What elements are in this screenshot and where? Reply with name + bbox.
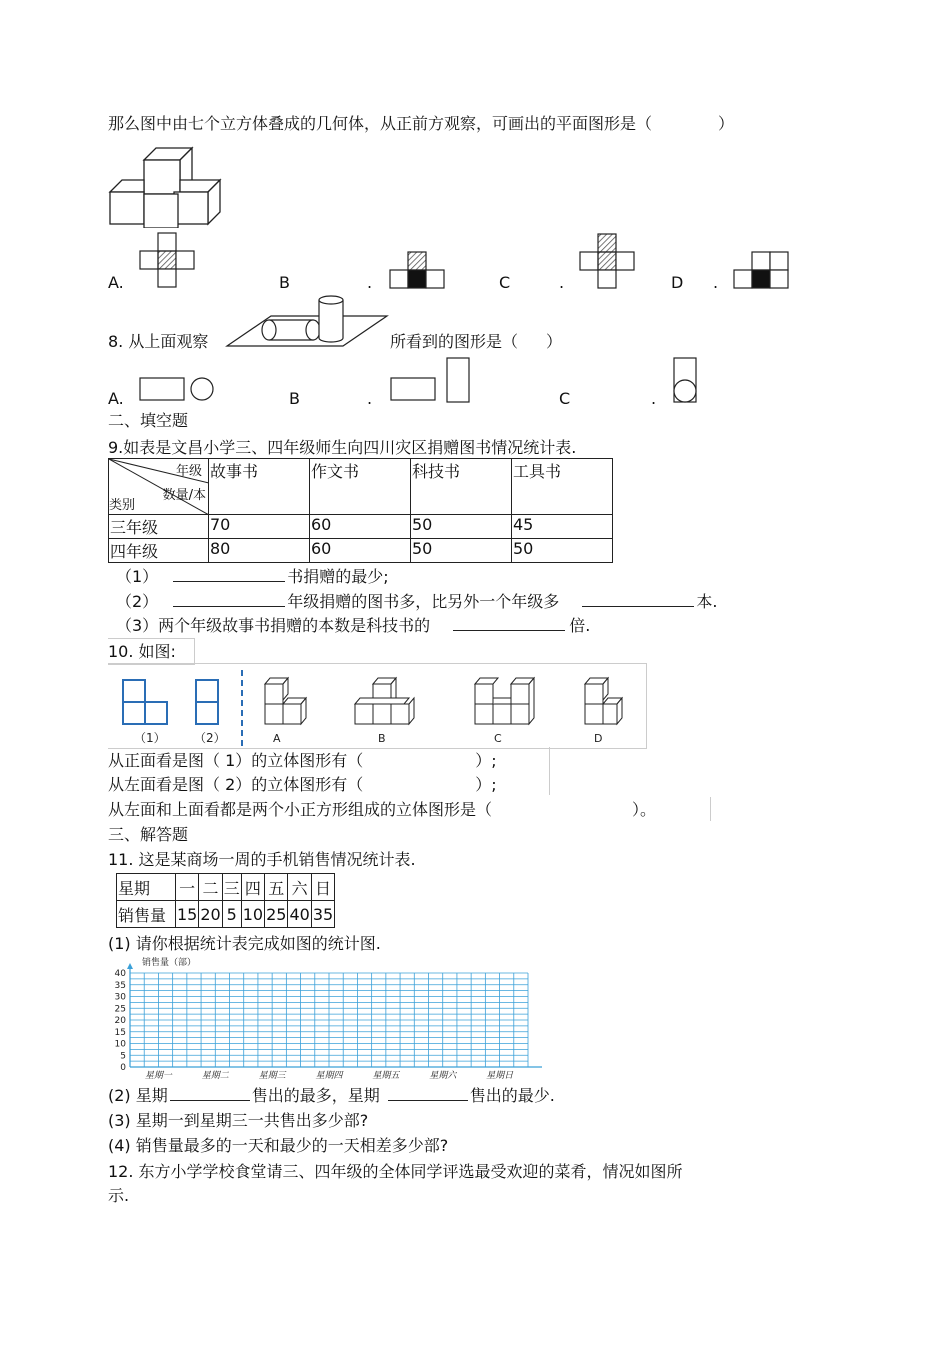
- q9-sub3-blank[interactable]: [453, 616, 565, 631]
- chart-grid: [130, 973, 528, 1067]
- q9-diag-bottom: 类别: [109, 498, 136, 513]
- q11-day-cell: 三: [222, 874, 241, 901]
- q9-row-label: 三年级: [109, 515, 209, 539]
- q9-cell: 70: [209, 515, 310, 539]
- q11-day-cell: 五: [265, 874, 288, 901]
- q9-table: [108, 458, 613, 563]
- chart-y-tick-label: 20: [114, 1016, 126, 1026]
- q11-row-label: 销售量: [117, 901, 176, 928]
- section-2-heading: 二、填空题: [108, 411, 189, 430]
- q11-header-label: 星期: [117, 874, 176, 901]
- q10-blank-2[interactable]: [363, 776, 475, 790]
- chart-y-tick-label: 10: [114, 1039, 126, 1050]
- q7-option-a-figure: [139, 232, 197, 288]
- q9-diag-top: 年级: [175, 464, 202, 479]
- q9-header-cell: 故事书: [209, 459, 310, 515]
- q9-sub1: （1） 书捐赠的最少;: [116, 567, 389, 586]
- q11-sub2-blank-2[interactable]: [388, 1086, 468, 1101]
- chart-x-tick-label: 星期三: [258, 1071, 286, 1081]
- q8-stem-pre: 8. 从上面观察: [108, 332, 209, 351]
- q11-sales-cell: 10: [241, 901, 264, 928]
- chart-x-tick-label: 星期一: [144, 1071, 172, 1081]
- q10-label-c: C: [494, 732, 502, 745]
- chart-y-axis-arrow: [127, 963, 133, 969]
- q7-option-c-dot: .: [559, 273, 565, 292]
- table-row: [117, 901, 335, 928]
- q9-sub1-blank[interactable]: [173, 567, 285, 582]
- q7-option-b-dot: .: [367, 273, 373, 292]
- q10-blank-1[interactable]: [363, 752, 475, 766]
- chart-x-tick-label: 星期六: [429, 1071, 457, 1081]
- q11-sales-cell: 40: [288, 901, 311, 928]
- chart-y-tick-label: 0: [120, 1063, 126, 1073]
- q7-stem: 那么图中由七个立方体叠成的几何体，从正前方观察，可画出的平面图形是（ ）: [108, 114, 735, 133]
- chart-y-axis-label: 销售量（部）: [142, 958, 197, 968]
- q7-option-d-label[interactable]: D: [671, 273, 684, 292]
- q9-stem: 9.如表是文昌小学三、四年级师生向四川灾区捐赠图书情况统计表.: [108, 438, 577, 457]
- q11-stem: 11. 这是某商场一周的手机销售情况统计表.: [108, 850, 416, 869]
- q10-label-d: D: [594, 732, 603, 745]
- q8-option-a-figure: [138, 376, 218, 402]
- q12-line2: 示.: [108, 1186, 130, 1205]
- q11-sales-cell: 25: [265, 901, 288, 928]
- q10-divider-2: [710, 797, 711, 821]
- q7-option-d-figure: [733, 251, 789, 289]
- q11-day-cell: 四: [241, 874, 264, 901]
- q10-line3: 从左面和上面看都是两个小正方形组成的立体图形是（ ）。: [108, 800, 657, 819]
- chart-x-tick-label: 星期日: [486, 1071, 514, 1081]
- q8-stem-post: 所看到的图形是（ ）: [390, 332, 563, 351]
- q9-sub2-blank-2[interactable]: [582, 592, 694, 607]
- q8-option-c-label[interactable]: C: [559, 389, 571, 408]
- chart-x-tick-label: 星期五: [372, 1071, 400, 1081]
- q9-sub3: （3）两个年级故事书捐赠的本数是科技书的 倍.: [116, 616, 591, 635]
- q11-sales-cell: 35: [311, 901, 334, 928]
- q11-sub4: (4) 销售量最多的一天和最少的一天相差多少部?: [108, 1136, 449, 1155]
- q10-blank-3[interactable]: [492, 801, 632, 815]
- q9-diag-mid: 数量/本: [162, 488, 206, 503]
- q7-option-d-dot: .: [713, 273, 719, 292]
- table-row: [109, 515, 613, 539]
- q9-diagonal-header-cell: [109, 459, 209, 515]
- q11-day-cell: 二: [199, 874, 222, 901]
- q11-sub2-blank-1[interactable]: [170, 1086, 250, 1101]
- q8-cylinders-figure: [225, 294, 391, 350]
- section-3-heading: 三、解答题: [108, 825, 189, 844]
- q9-cell: 50: [411, 515, 512, 539]
- chart-y-tick-label: 35: [114, 980, 126, 991]
- q9-row-label: 四年级: [109, 539, 209, 563]
- q9-cell: 80: [209, 539, 310, 563]
- table-row: [109, 539, 613, 563]
- q7-option-b-figure: [389, 251, 445, 289]
- q10-divider: [549, 747, 550, 795]
- q10-stem: 10. 如图:: [108, 642, 176, 661]
- chart-x-tick-labels: [145, 1070, 514, 1081]
- q9-header-cell: 工具书: [512, 459, 613, 515]
- q11-table: [116, 873, 335, 928]
- q9-header-cell: 作文书: [310, 459, 411, 515]
- q11-sales-chart: [108, 955, 548, 1083]
- q9-table-header-row: [109, 459, 613, 515]
- q12-line1: 12. 东方小学学校食堂请三、四年级的全体同学评选最受欢迎的菜肴，情况如图所: [108, 1162, 683, 1181]
- chart-y-tick-label: 40: [114, 969, 126, 979]
- q11-day-cell: 六: [288, 874, 311, 901]
- q9-cell: 60: [310, 539, 411, 563]
- q11-sub1: (1) 请你根据统计表完成如图的统计图.: [108, 934, 381, 953]
- q11-sales-cell: 20: [199, 901, 222, 928]
- q11-day-cell: 一: [176, 874, 199, 901]
- chart-y-tick-label: 30: [114, 992, 126, 1003]
- q9-cell: 50: [411, 539, 512, 563]
- chart-x-tick-label: 星期四: [315, 1071, 343, 1081]
- chart-y-tick-label: 15: [114, 1027, 126, 1038]
- q11-sub2: (2) 星期 售出的最多，星期 售出的最少.: [108, 1086, 555, 1105]
- q9-cell: 45: [512, 515, 613, 539]
- q11-sales-cell: 15: [176, 901, 199, 928]
- q7-cube-stack-figure: [108, 136, 226, 228]
- q7-option-c-label[interactable]: C: [499, 273, 511, 292]
- q8-option-b-figure: [389, 356, 473, 406]
- q8-option-c-figure: [672, 356, 698, 406]
- q11-sub3: (3) 星期一到星期三一共售出多少部?: [108, 1111, 369, 1130]
- q8-option-a-label[interactable]: A.: [108, 389, 124, 408]
- q7-option-a-label[interactable]: A.: [108, 273, 124, 292]
- q9-cell: 50: [512, 539, 613, 563]
- q10-label-a: A: [273, 732, 281, 745]
- chart-x-tick-label: 星期二: [201, 1071, 229, 1081]
- q10-label-b: B: [378, 732, 386, 745]
- q8-option-c-dot: .: [651, 389, 657, 408]
- q9-cell: 60: [310, 515, 411, 539]
- q10-label-1: （1）: [134, 731, 166, 745]
- q11-day-cell: 日: [311, 874, 334, 901]
- q10-line1: 从正面看是图（ 1）的立体图形有（ ）;: [108, 751, 497, 770]
- q10-line2: 从左面看是图（ 2）的立体图形有（ ）;: [108, 775, 497, 794]
- q8-option-b-dot: .: [367, 389, 373, 408]
- q7-option-b-label[interactable]: B: [279, 273, 290, 292]
- q10-figure: [110, 666, 644, 746]
- chart-y-tick-label: 5: [120, 1051, 126, 1062]
- q9-sub2-blank-1[interactable]: [173, 592, 285, 607]
- chart-y-tick-label: 25: [114, 1004, 126, 1015]
- q9-sub2: （2） 年级捐赠的图书多，比另外一个年级多 本.: [116, 592, 718, 611]
- q7-option-c-figure: [579, 233, 637, 289]
- q11-sales-cell: 5: [222, 901, 241, 928]
- q9-header-cell: 科技书: [411, 459, 512, 515]
- chart-y-tick-labels: [115, 969, 127, 1073]
- q8-option-b-label[interactable]: B: [289, 389, 300, 408]
- q11-header-row: [117, 874, 335, 901]
- q10-label-2: （2）: [194, 731, 226, 745]
